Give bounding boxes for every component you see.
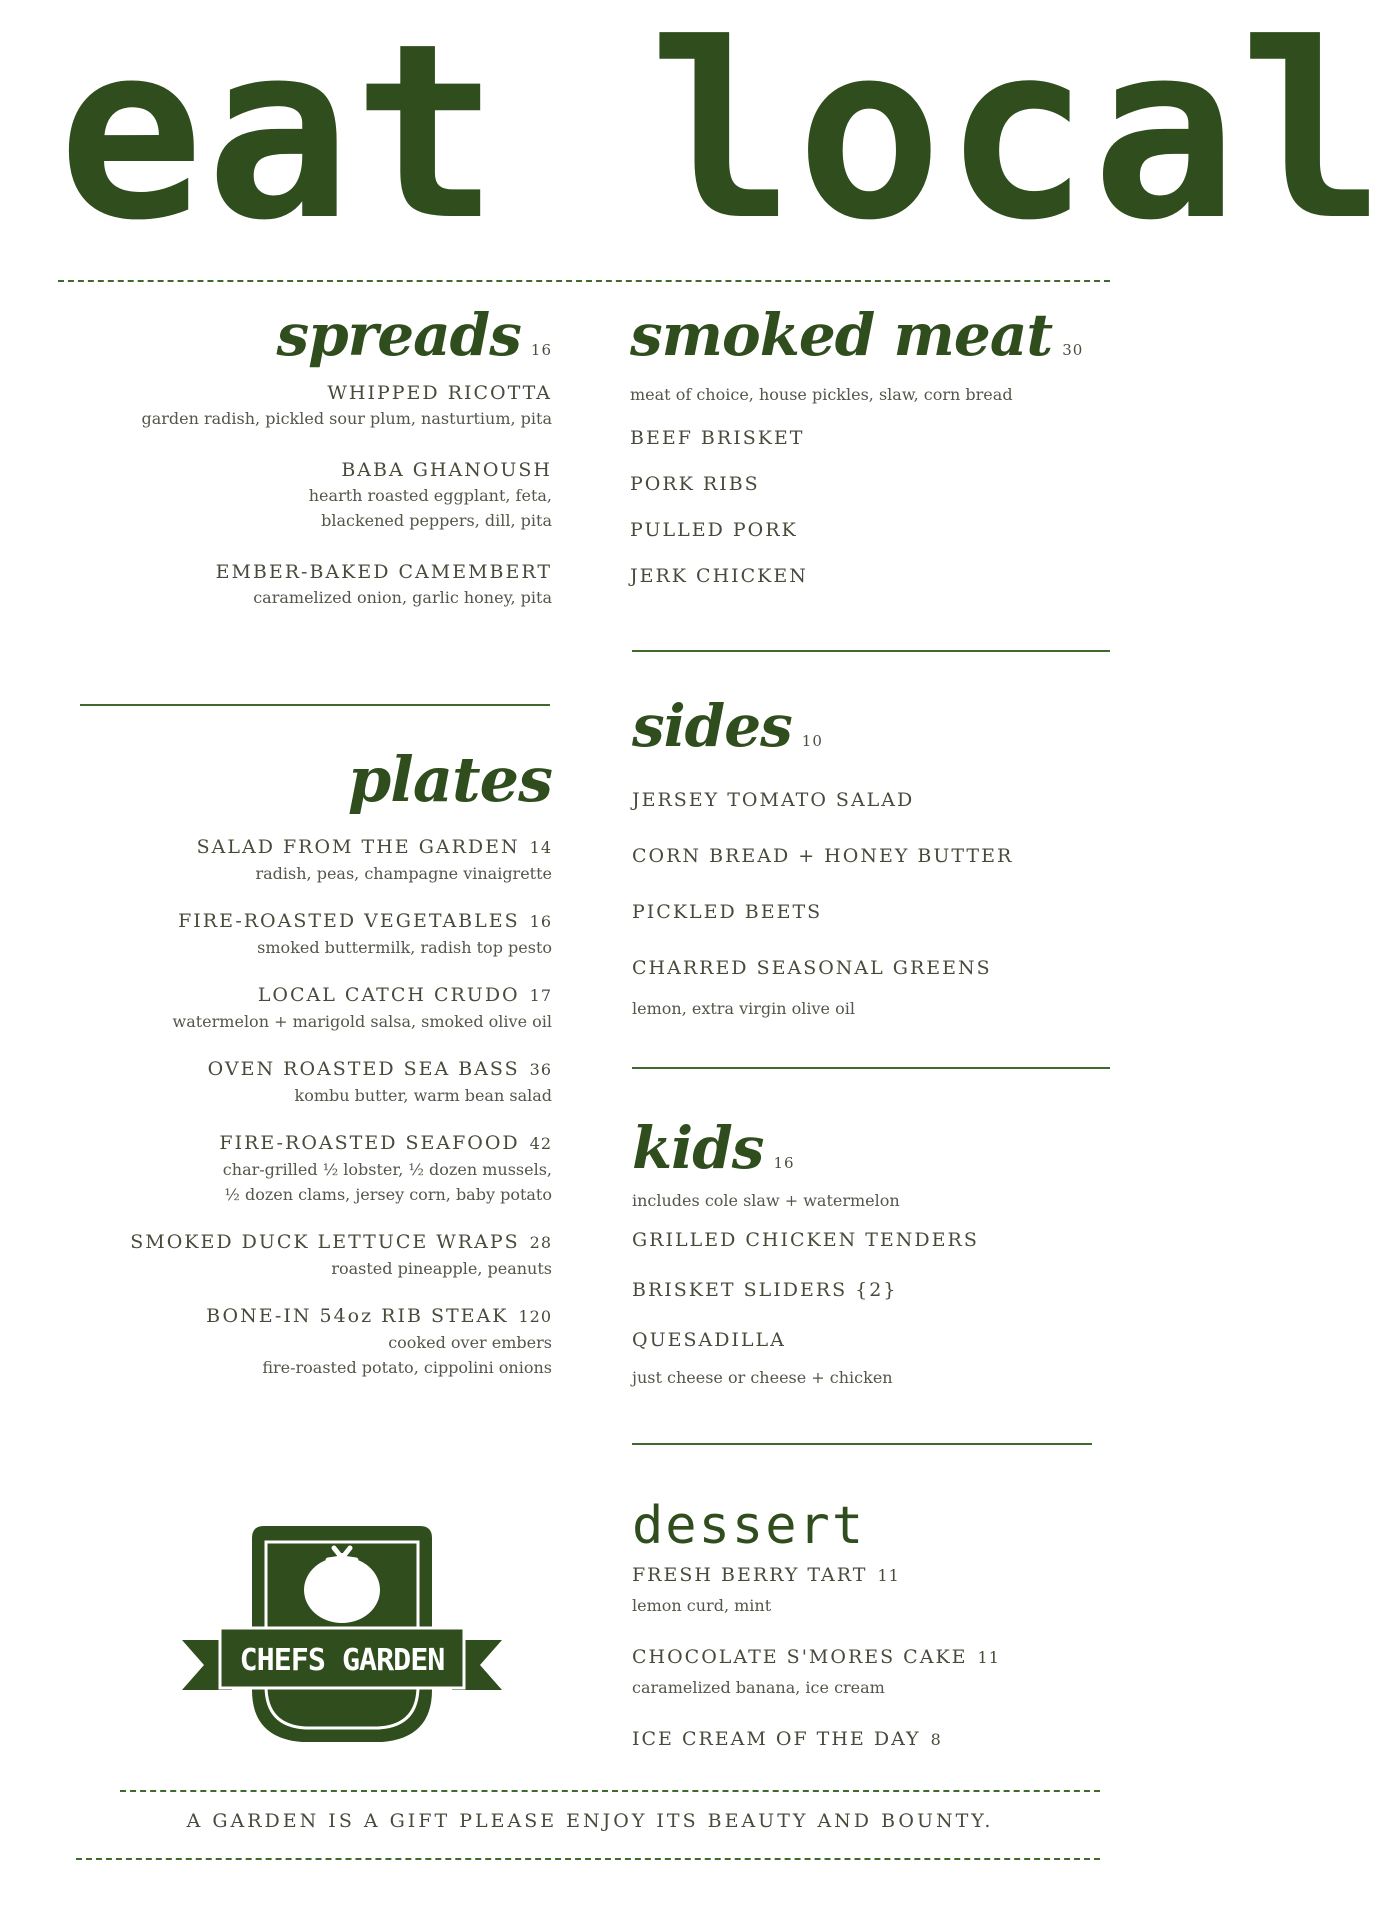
menu-item bbox=[60, 1130, 552, 1207]
item-name-row bbox=[632, 1562, 1112, 1589]
footer-bottom-divider bbox=[76, 1858, 1100, 1860]
meat-item: BEEF BRISKET bbox=[630, 427, 805, 449]
item-name: BONE-IN 54oz RIB STEAK bbox=[206, 1305, 509, 1327]
item-price: 11 bbox=[977, 1648, 1000, 1667]
item-name: OVEN ROASTED SEA BASS bbox=[207, 1058, 520, 1080]
item-name-row bbox=[60, 982, 552, 1009]
footer-top-divider bbox=[120, 1790, 1100, 1792]
sides-section bbox=[632, 688, 1112, 1021]
menu-item bbox=[60, 380, 552, 431]
item-name: LOCAL CATCH CRUDO bbox=[257, 984, 520, 1006]
side-item: CORN BREAD + HONEY BUTTER bbox=[632, 845, 1014, 867]
meat-item: JERK CHICKEN bbox=[630, 565, 808, 587]
item-price: 16 bbox=[529, 912, 552, 931]
item-name-row bbox=[60, 908, 552, 935]
item-desc-2: blackened peppers, dill, pita bbox=[321, 511, 552, 530]
smoked-meat-divider bbox=[632, 650, 1110, 652]
item-name: BABA GHANOUSH bbox=[341, 459, 552, 481]
meat-item: PORK RIBS bbox=[630, 473, 760, 495]
item-price: 28 bbox=[529, 1233, 552, 1252]
item-desc: cooked over embers bbox=[388, 1333, 552, 1352]
spreads-section bbox=[60, 300, 552, 624]
sides-divider bbox=[632, 1067, 1110, 1069]
item-name-row bbox=[632, 1644, 1112, 1671]
menu-item bbox=[632, 1562, 1112, 1618]
item-name: FRESH BERRY TART bbox=[632, 1564, 868, 1586]
item-price: 17 bbox=[529, 986, 552, 1005]
menu-item bbox=[60, 834, 552, 886]
item-desc: garden radish, pickled sour plum, nasturtium, pita bbox=[141, 409, 552, 428]
item-desc: char-grilled ½ lobster, ½ dozen mussels, bbox=[222, 1160, 552, 1179]
sides-heading: sides bbox=[632, 692, 792, 760]
kids-item-desc: just cheese or cheese + chicken bbox=[632, 1368, 893, 1387]
item-price: 120 bbox=[518, 1307, 552, 1326]
item-name-row bbox=[60, 1229, 552, 1256]
item-name: EMBER-BAKED CAMEMBERT bbox=[215, 561, 552, 583]
menu-item bbox=[632, 1726, 1112, 1753]
item-price: 11 bbox=[877, 1566, 900, 1585]
menu-item bbox=[60, 1056, 552, 1108]
item-desc: roasted pineapple, peanuts bbox=[331, 1259, 552, 1278]
kids-section bbox=[632, 1110, 1112, 1390]
kids-item: GRILLED CHICKEN TENDERS bbox=[632, 1229, 979, 1251]
item-name: ICE CREAM OF THE DAY bbox=[632, 1728, 921, 1750]
menu-item bbox=[60, 982, 552, 1034]
side-item-desc: lemon, extra virgin olive oil bbox=[632, 999, 855, 1018]
kids-item: QUESADILLA bbox=[632, 1329, 786, 1351]
menu-item bbox=[60, 1303, 552, 1380]
item-desc: watermelon + marigold salsa, smoked olive oil bbox=[172, 1012, 552, 1031]
logo-text: CHEFS GARDEN bbox=[239, 1643, 445, 1678]
kids-divider bbox=[632, 1443, 1092, 1445]
kids-note: includes cole slaw + watermelon bbox=[632, 1191, 900, 1210]
item-desc: kombu butter, warm bean salad bbox=[294, 1086, 552, 1105]
item-name-row bbox=[60, 1303, 552, 1330]
menu-title: eat local bbox=[58, 0, 1387, 274]
item-name: FIRE-ROASTED SEAFOOD bbox=[219, 1132, 520, 1154]
smoked-meat-section bbox=[630, 300, 1110, 599]
smoked-meat-heading-row bbox=[630, 300, 1110, 370]
kids-price: 16 bbox=[773, 1154, 795, 1172]
spreads-heading: spreads bbox=[276, 301, 521, 369]
plates-heading-row bbox=[60, 738, 552, 822]
footer-tagline: A GARDEN IS A GIFT PLEASE ENJOY ITS BEAUTY AND BOUNTY. bbox=[186, 1810, 994, 1832]
item-name: WHIPPED RICOTTA bbox=[327, 382, 552, 404]
item-desc: smoked buttermilk, radish top pesto bbox=[257, 938, 552, 957]
item-name-row bbox=[60, 834, 552, 861]
meat-item: PULLED PORK bbox=[630, 519, 798, 541]
dessert-heading: dessert bbox=[632, 1496, 866, 1556]
item-price: 14 bbox=[529, 838, 552, 857]
item-name: SMOKED DUCK LETTUCE WRAPS bbox=[130, 1231, 520, 1253]
item-name: FIRE-ROASTED VEGETABLES bbox=[178, 910, 520, 932]
item-desc: hearth roasted eggplant, feta, bbox=[308, 486, 552, 505]
item-name: CHOCOLATE S'MORES CAKE bbox=[632, 1646, 968, 1668]
menu-item bbox=[60, 457, 552, 533]
spreads-divider bbox=[80, 704, 550, 706]
chefs-garden-logo bbox=[182, 1520, 502, 1750]
item-desc-2: ½ dozen clams, jersey corn, baby potato bbox=[224, 1185, 552, 1204]
item-price: 42 bbox=[529, 1134, 552, 1153]
side-item: PICKLED BEETS bbox=[632, 901, 823, 923]
dessert-section bbox=[632, 1496, 1112, 1767]
spreads-price: 16 bbox=[530, 341, 552, 359]
plates-section bbox=[60, 738, 552, 1394]
smoked-meat-heading: smoked meat bbox=[630, 301, 1053, 369]
kids-heading: kids bbox=[632, 1114, 764, 1182]
kids-item: BRISKET SLIDERS {2} bbox=[632, 1279, 898, 1301]
item-desc: lemon curd, mint bbox=[632, 1596, 772, 1615]
title-divider bbox=[58, 280, 1110, 282]
sides-heading-row bbox=[632, 688, 1112, 764]
item-desc: radish, peas, champagne vinaigrette bbox=[255, 864, 552, 883]
menu-item bbox=[60, 908, 552, 960]
item-name-row bbox=[60, 1056, 552, 1083]
side-item: CHARRED SEASONAL GREENS bbox=[632, 957, 992, 979]
sides-price: 10 bbox=[801, 732, 823, 750]
item-desc-2: fire-roasted potato, cippolini onions bbox=[262, 1358, 552, 1377]
smoked-meat-price: 30 bbox=[1062, 341, 1084, 359]
menu-item bbox=[60, 1229, 552, 1281]
menu-item bbox=[632, 1644, 1112, 1700]
item-name: SALAD FROM THE GARDEN bbox=[196, 836, 520, 858]
item-desc: caramelized onion, garlic honey, pita bbox=[253, 588, 552, 607]
side-item: JERSEY TOMATO SALAD bbox=[632, 789, 915, 811]
item-price: 8 bbox=[930, 1730, 942, 1749]
item-name-row bbox=[60, 1130, 552, 1157]
plates-heading: plates bbox=[347, 743, 552, 816]
item-price: 36 bbox=[529, 1060, 552, 1079]
smoked-meat-note: meat of choice, house pickles, slaw, corn bread bbox=[630, 385, 1013, 404]
menu-item bbox=[60, 559, 552, 610]
spreads-heading-row bbox=[60, 300, 552, 370]
item-desc: caramelized banana, ice cream bbox=[632, 1678, 885, 1697]
kids-heading-row bbox=[632, 1110, 1112, 1186]
item-name-row bbox=[632, 1726, 1112, 1753]
